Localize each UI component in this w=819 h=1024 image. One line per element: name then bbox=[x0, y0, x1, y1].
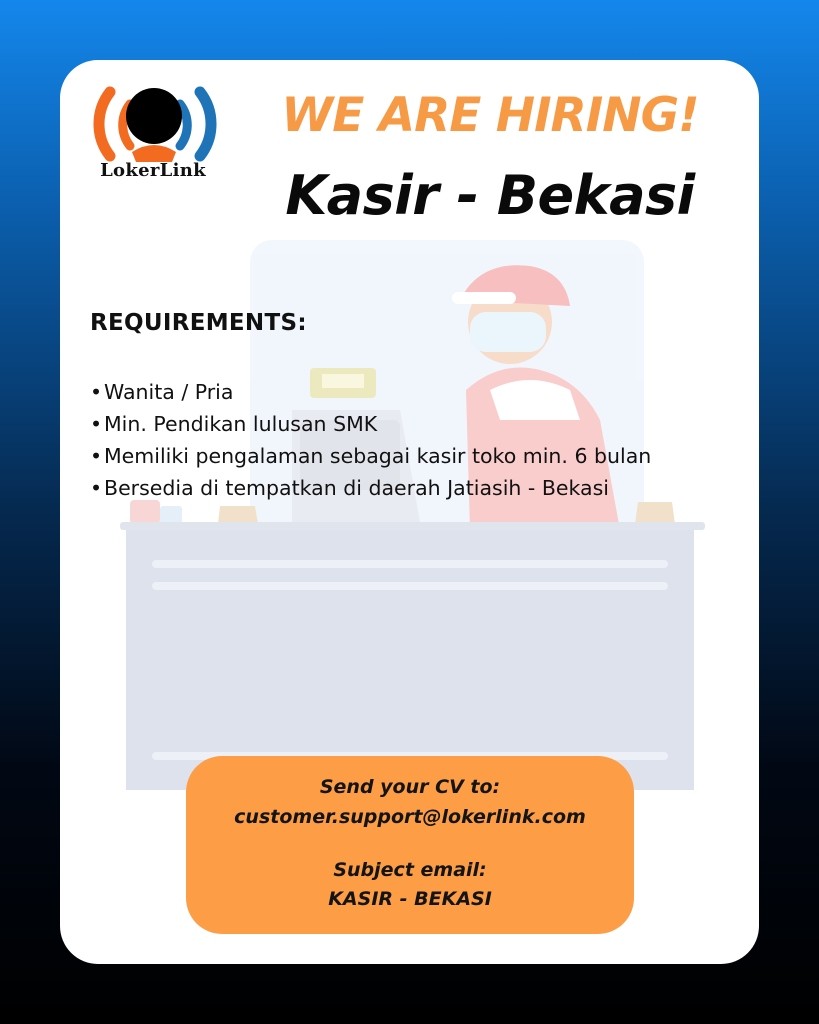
subject-email-value: KASIR - BEKASI bbox=[328, 888, 492, 910]
requirement-text: Wanita / Pria bbox=[104, 380, 234, 404]
job-title: Kasir - Bekasi bbox=[285, 164, 695, 227]
requirement-item bbox=[90, 376, 651, 408]
bullet-icon: • bbox=[90, 412, 103, 436]
bullet-icon: • bbox=[90, 476, 103, 500]
requirements-heading: REQUIREMENTS: bbox=[90, 310, 307, 336]
requirements-list bbox=[90, 376, 651, 504]
bullet-icon: • bbox=[90, 380, 103, 404]
subject-email-label: Subject email: bbox=[333, 859, 487, 881]
requirement-item bbox=[90, 472, 651, 504]
requirement-text: Min. Pendikan lulusan SMK bbox=[104, 412, 378, 436]
requirement-text: Memiliki pengalaman sebagai kasir toko min. 6 bulan bbox=[104, 444, 652, 468]
requirement-item bbox=[90, 408, 651, 440]
brand-name: LokerLink bbox=[100, 160, 206, 181]
requirement-text: Bersedia di tempatkan di daerah Jatiasih - Bekasi bbox=[104, 476, 609, 500]
send-cv-label: Send your CV to: bbox=[319, 776, 501, 798]
contact-box bbox=[186, 756, 634, 934]
hiring-headline: WE ARE HIRING! bbox=[281, 88, 699, 143]
hiring-poster-card bbox=[60, 60, 759, 964]
contact-email-link[interactable]: customer.support@lokerlink.com bbox=[234, 806, 586, 828]
requirement-item bbox=[90, 440, 651, 472]
bullet-icon: • bbox=[90, 444, 103, 468]
